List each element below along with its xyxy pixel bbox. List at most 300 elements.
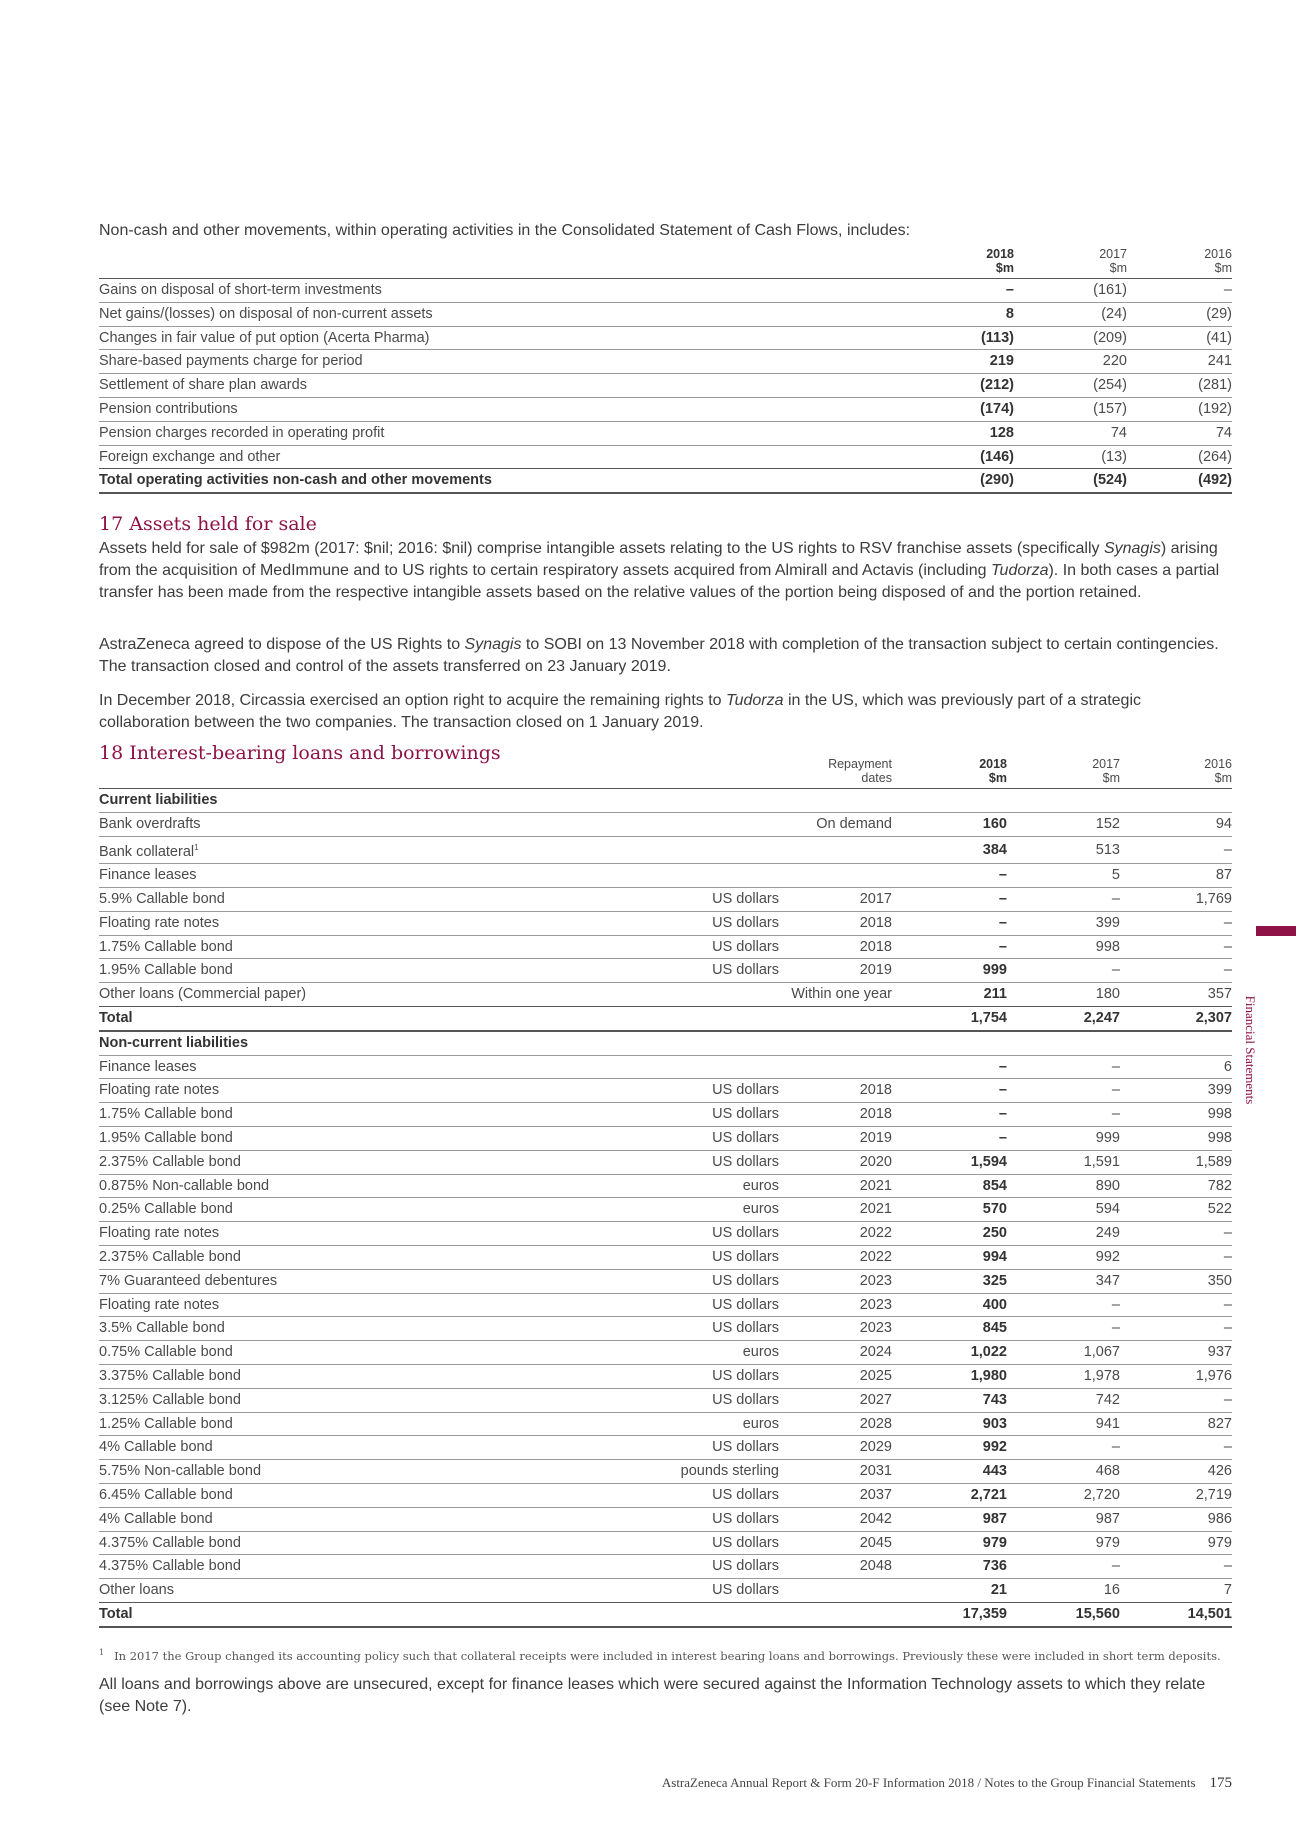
table-row <box>99 326 1232 350</box>
repayment-date: 2025 <box>859 1367 892 1384</box>
row-label: Changes in fair value of put option (Acerta Pharma) <box>99 329 430 346</box>
value-2017: – <box>1111 1058 1120 1075</box>
row-label: Bank overdrafts <box>99 815 201 832</box>
table-row <box>99 836 1232 864</box>
value-2017: 399 <box>1095 914 1120 931</box>
table-row <box>99 1055 1232 1079</box>
col-repayment-dates: Repayment dates <box>828 757 892 785</box>
table-row <box>99 374 1232 398</box>
intro-text: Non-cash and other movements, within operating activities in the Consolidated Statement of Cash Flows, includes: <box>99 222 911 239</box>
repayment-date: 2020 <box>859 1153 892 1170</box>
repayment-date: 2027 <box>859 1391 892 1408</box>
value-2018: 2,721 <box>970 1486 1007 1503</box>
table-row <box>99 445 1232 469</box>
currency: US dollars <box>712 914 779 931</box>
value-2017: 594 <box>1095 1201 1120 1218</box>
value-2017: 742 <box>1095 1391 1120 1408</box>
table-row <box>99 911 1232 935</box>
value-2018: (146) <box>980 448 1014 465</box>
table-row <box>99 1293 1232 1317</box>
value-2018: 1,022 <box>970 1344 1007 1361</box>
row-label: 0.75% Callable bond <box>99 1344 233 1361</box>
value-2018: – <box>1005 282 1014 298</box>
repayment-date: 2048 <box>859 1558 892 1575</box>
value-2018: 21 <box>990 1582 1007 1599</box>
row-label: 7% Guaranteed debentures <box>99 1272 278 1289</box>
repayment-date: 2023 <box>859 1272 892 1289</box>
row-label: Gains on disposal of short-term investments <box>99 282 382 298</box>
table-row <box>99 959 1232 983</box>
value-2016: 426 <box>1207 1463 1232 1480</box>
value-2017: 992 <box>1095 1248 1120 1265</box>
value-2017: 347 <box>1095 1272 1120 1289</box>
repayment-date: Within one year <box>791 986 892 1003</box>
value-2017: 2,720 <box>1083 1486 1120 1503</box>
currency <box>654 812 779 836</box>
value-2018: 400 <box>982 1296 1007 1313</box>
value-2018: – <box>998 938 1007 955</box>
table-row <box>99 1126 1232 1150</box>
row-label: 4% Callable bond <box>99 1510 213 1527</box>
value-2016: (492) <box>1127 469 1232 493</box>
repayment-date: 2018 <box>859 1106 892 1123</box>
value-2017: (254) <box>1093 377 1127 394</box>
value-2018: (212) <box>980 377 1014 394</box>
row-label: 1.25% Callable bond <box>99 1415 233 1432</box>
table-row <box>99 1460 1232 1484</box>
row-label: Pension contributions <box>99 400 238 417</box>
value-2018: 1,754 <box>892 1007 1007 1031</box>
table-row <box>99 1507 1232 1531</box>
value-2017: 1,067 <box>1083 1344 1120 1361</box>
value-2017: (209) <box>1093 329 1127 346</box>
table-row <box>99 888 1232 912</box>
footnote: $^1$ In 2017 the Group changed its accounting policy such that collateral receipts were included in interest bearing loans and borrowings. Previously these were included in short term deposits. <box>99 1648 1221 1663</box>
value-2016: 1,976 <box>1195 1367 1232 1384</box>
row-label: 1.75% Callable bond <box>99 1106 233 1123</box>
value-2018: 443 <box>982 1463 1007 1480</box>
currency: US dollars <box>712 1129 779 1146</box>
value-2016: 1,769 <box>1195 891 1232 908</box>
table-row <box>99 279 1232 303</box>
value-2017: (157) <box>1093 400 1127 417</box>
value-2017: 16 <box>1103 1582 1120 1599</box>
value-2018: (174) <box>980 400 1014 417</box>
value-2017: 220 <box>1102 353 1127 370</box>
value-2016: 2,307 <box>1120 1007 1232 1031</box>
currency: euros <box>742 1344 779 1361</box>
value-2017: 999 <box>1095 1129 1120 1146</box>
section-17-paragraph-3: In December 2018, Circassia exercised an option right to acquire the remaining rights to Tudorza in the US, which was previously part of a strategic collaboration between the two companies. The transaction closed on 1 January 2019. <box>99 692 1142 731</box>
table-row <box>99 1388 1232 1412</box>
repayment-date: 2029 <box>859 1439 892 1456</box>
repayment-date: 2022 <box>859 1248 892 1265</box>
row-label: Floating rate notes <box>99 1082 220 1099</box>
currency: US dollars <box>712 1391 779 1408</box>
currency: US dollars <box>712 1582 779 1599</box>
repayment-date: 2017 <box>859 891 892 908</box>
currency: euros <box>742 1177 779 1194</box>
value-2017: 890 <box>1095 1177 1120 1194</box>
value-2018: 325 <box>982 1272 1007 1289</box>
repayment-date: 2019 <box>859 1129 892 1146</box>
value-2017: – <box>1111 962 1120 979</box>
currency: US dollars <box>712 1296 779 1313</box>
table-row <box>99 397 1232 421</box>
currency <box>654 864 779 888</box>
currency: US dollars <box>712 1558 779 1575</box>
value-2018: 999 <box>982 962 1007 979</box>
value-2018: 854 <box>982 1177 1007 1194</box>
value-2018: – <box>998 1106 1007 1123</box>
value-2017: (524) <box>1014 469 1127 493</box>
value-2018: (113) <box>980 329 1014 346</box>
table-row <box>99 302 1232 326</box>
row-label: Settlement of share plan awards <box>99 377 307 394</box>
value-2017: 74 <box>1110 424 1127 441</box>
value-2018: 570 <box>982 1201 1007 1218</box>
value-2017: 987 <box>1095 1510 1120 1527</box>
loans-table <box>99 757 1232 1628</box>
table-row <box>99 1483 1232 1507</box>
repayment-date: 2021 <box>859 1201 892 1218</box>
repayment-date: 2037 <box>859 1486 892 1503</box>
currency: US dollars <box>712 1534 779 1551</box>
value-2016: (29) <box>1206 305 1232 322</box>
currency: US dollars <box>712 1439 779 1456</box>
table-row <box>99 1341 1232 1365</box>
value-2016: 14,501 <box>1120 1602 1232 1626</box>
value-2017: 5 <box>1111 867 1120 884</box>
value-2016: – <box>1223 1320 1232 1337</box>
value-2017: 1,978 <box>1083 1367 1120 1384</box>
table-row <box>99 983 1232 1007</box>
table-row <box>99 1436 1232 1460</box>
value-2016: – <box>1223 841 1232 858</box>
value-2016: – <box>1223 938 1232 955</box>
table-row <box>99 1150 1232 1174</box>
currency <box>654 983 779 1007</box>
footer-text: AstraZeneca Annual Report & Form 20-F Information 2018 / Notes to the Group Financial Statements <box>661 1775 1196 1790</box>
currency: US dollars <box>712 1320 779 1337</box>
row-label: Finance leases <box>99 867 197 884</box>
value-2016: 357 <box>1207 986 1232 1003</box>
value-2017: 152 <box>1095 815 1120 832</box>
section-title: Current liabilities <box>99 792 218 808</box>
currency: US dollars <box>712 938 779 955</box>
value-2016: 998 <box>1207 1129 1232 1146</box>
value-2016: – <box>1223 1296 1232 1313</box>
currency: euros <box>742 1415 779 1432</box>
table-row <box>99 1103 1232 1127</box>
row-label: Share-based payments charge for period <box>99 353 363 370</box>
row-label: 6.45% Callable bond <box>99 1486 233 1503</box>
repayment-date: 2021 <box>859 1177 892 1194</box>
side-section-label: Financial Statements <box>1243 995 1258 1105</box>
row-label: Finance leases <box>99 1058 197 1075</box>
currency: US dollars <box>712 1272 779 1289</box>
currency: US dollars <box>712 1248 779 1265</box>
value-2018: 1,980 <box>970 1367 1007 1384</box>
value-2018: 845 <box>982 1320 1007 1337</box>
repayment-date: 2042 <box>859 1510 892 1527</box>
value-2018: 128 <box>989 424 1014 441</box>
value-2018: 743 <box>982 1391 1007 1408</box>
row-label: 4.375% Callable bond <box>99 1558 241 1575</box>
repayment-date: 2022 <box>859 1225 892 1242</box>
table-row <box>99 350 1232 374</box>
value-2016: (192) <box>1198 400 1232 417</box>
row-label: 1.95% Callable bond <box>99 962 233 979</box>
value-2018: 211 <box>983 986 1007 1003</box>
value-2017: 941 <box>1095 1415 1120 1432</box>
row-label: 2.375% Callable bond <box>99 1248 241 1265</box>
value-2016: 350 <box>1207 1272 1232 1289</box>
value-2018: 384 <box>982 841 1007 858</box>
currency: US dollars <box>712 962 779 979</box>
repayment-date: 2018 <box>859 914 892 931</box>
currency: US dollars <box>712 1153 779 1170</box>
row-label: 4% Callable bond <box>99 1439 213 1456</box>
value-2016: 7 <box>1223 1582 1232 1599</box>
repayment-date: 2031 <box>859 1463 892 1480</box>
row-label: 5.75% Non-callable bond <box>99 1463 262 1480</box>
currency: US dollars <box>712 1082 779 1099</box>
section-title: Non-current liabilities <box>99 1034 249 1051</box>
repayment-date: 2028 <box>859 1415 892 1432</box>
value-2016: – <box>1223 1248 1232 1265</box>
row-label: Pension charges recorded in operating profit <box>99 424 385 441</box>
col-2017: 2017 $m <box>1099 247 1127 275</box>
repayment-date: 2045 <box>859 1534 892 1551</box>
col-2016: 2016 $m <box>1204 757 1232 785</box>
table-row <box>99 421 1232 445</box>
col-2018: 2018 $m <box>986 247 1014 275</box>
table-row <box>99 1269 1232 1293</box>
table-row <box>99 1245 1232 1269</box>
value-2016: – <box>1223 282 1232 298</box>
value-2017: (24) <box>1101 305 1127 322</box>
section-title-row <box>99 1031 1232 1055</box>
repayment-date: 2018 <box>859 938 892 955</box>
row-label: Floating rate notes <box>99 1225 220 1242</box>
row-label: 2.375% Callable bond <box>99 1153 241 1170</box>
value-2016: – <box>1223 1439 1232 1456</box>
value-2018: – <box>998 891 1007 908</box>
value-2016: – <box>1223 1558 1232 1575</box>
value-2016: 6 <box>1223 1058 1232 1075</box>
value-2017: 1,591 <box>1083 1153 1120 1170</box>
table-header <box>99 247 1232 279</box>
value-2017: – <box>1111 1558 1120 1575</box>
repayment-date <box>779 836 892 864</box>
cash-flow-table <box>99 247 1232 494</box>
table-row <box>99 1364 1232 1388</box>
col-2017: 2017 $m <box>1092 757 1120 785</box>
repayment-date: On demand <box>816 815 892 832</box>
value-2016: 979 <box>1207 1534 1232 1551</box>
value-2018: 992 <box>982 1439 1007 1456</box>
table-row <box>99 1198 1232 1222</box>
value-2016: 74 <box>1215 424 1232 441</box>
currency: US dollars <box>712 1225 779 1242</box>
table-row <box>99 1222 1232 1246</box>
row-label: 3.375% Callable bond <box>99 1367 241 1384</box>
value-2018: 903 <box>982 1415 1007 1432</box>
page-footer <box>662 1775 1232 1792</box>
section-tab-marker <box>1256 926 1296 936</box>
value-2017: – <box>1111 1320 1120 1337</box>
table-row <box>99 1531 1232 1555</box>
value-2018: 979 <box>982 1534 1007 1551</box>
currency <box>654 836 779 864</box>
repayment-date: 2018 <box>859 1082 892 1099</box>
repayment-date: 2023 <box>859 1296 892 1313</box>
table-header <box>99 757 1232 789</box>
row-label: Total operating activities non-cash and other movements <box>99 469 819 493</box>
value-2016: 986 <box>1207 1510 1232 1527</box>
repayment-date <box>779 1055 892 1079</box>
value-2018: 250 <box>982 1225 1007 1242</box>
row-label: 1.75% Callable bond <box>99 938 233 955</box>
value-2018: – <box>998 914 1007 931</box>
row-label: 3.5% Callable bond <box>99 1320 225 1337</box>
row-label: Other loans <box>99 1582 174 1599</box>
value-2018: 736 <box>982 1558 1007 1575</box>
value-2016: – <box>1223 1225 1232 1242</box>
section-17-paragraph-2: AstraZeneca agreed to dispose of the US Rights to Synagis to SOBI on 13 November 2018 with completion of the transaction subject to certain contingencies. The transaction closed and control of the assets transferred on 23 January 2019. <box>99 636 1219 675</box>
row-label: Bank collateral$^1$ <box>99 842 199 860</box>
row-label: Net gains/(losses) on disposal of non-current assets <box>99 305 433 322</box>
value-2018: 994 <box>982 1248 1007 1265</box>
value-2017: 15,560 <box>1007 1602 1120 1626</box>
table-row <box>99 1555 1232 1579</box>
row-label: 0.875% Non-callable bond <box>99 1177 270 1194</box>
currency: US dollars <box>712 1510 779 1527</box>
section-title-row <box>99 789 1232 813</box>
table-row <box>99 812 1232 836</box>
value-2016: 94 <box>1215 815 1232 832</box>
value-2017: 998 <box>1095 938 1120 955</box>
value-2017: 2,247 <box>1007 1007 1120 1031</box>
currency: US dollars <box>712 1367 779 1384</box>
value-2017: – <box>1111 1082 1120 1099</box>
value-2018: – <box>998 1129 1007 1146</box>
value-2016: (264) <box>1198 448 1232 465</box>
value-2017: (13) <box>1101 448 1127 465</box>
repayment-date: 2019 <box>859 962 892 979</box>
table-row <box>99 935 1232 959</box>
currency: US dollars <box>712 1486 779 1503</box>
repayment-date <box>779 864 892 888</box>
row-label: 3.125% Callable bond <box>99 1391 241 1408</box>
repayment-date <box>779 1579 892 1603</box>
value-2016: – <box>1223 1391 1232 1408</box>
total-row <box>99 469 1232 493</box>
row-label: Floating rate notes <box>99 1296 220 1313</box>
value-2016: 1,589 <box>1195 1153 1232 1170</box>
row-label: 5.9% Callable bond <box>99 891 225 908</box>
value-2018: 219 <box>989 353 1014 370</box>
value-2016: 782 <box>1207 1177 1232 1194</box>
value-2018: 987 <box>982 1510 1007 1527</box>
value-2016: 522 <box>1207 1201 1232 1218</box>
value-2018: (290) <box>819 469 1014 493</box>
currency: US dollars <box>712 891 779 908</box>
value-2017: – <box>1111 1439 1120 1456</box>
currency <box>654 1055 779 1079</box>
value-2017: – <box>1111 891 1120 908</box>
value-2016: – <box>1223 962 1232 979</box>
value-2017: 180 <box>1095 986 1120 1003</box>
value-2017: – <box>1111 1106 1120 1123</box>
row-label: Total <box>99 1602 892 1626</box>
footnote-ref: 1 <box>194 842 199 852</box>
row-label: Total <box>99 1007 892 1031</box>
value-2016: (41) <box>1206 329 1232 346</box>
total-row <box>99 1602 1232 1626</box>
value-2018: – <box>998 867 1007 884</box>
col-2018: 2018 $m <box>979 757 1007 785</box>
section-17-heading: 17 Assets held for sale <box>99 513 317 535</box>
row-label: 1.95% Callable bond <box>99 1129 233 1146</box>
currency: pounds sterling <box>680 1463 779 1480</box>
table-row <box>99 1079 1232 1103</box>
table-row <box>99 1412 1232 1436</box>
value-2016: – <box>1223 914 1232 931</box>
value-2016: (281) <box>1198 377 1232 394</box>
value-2016: 399 <box>1207 1082 1232 1099</box>
row-label: 4.375% Callable bond <box>99 1534 241 1551</box>
section-17-paragraph-1: Assets held for sale of $982m (2017: $nil; 2016: $nil) comprise intangible assets relating to the US rights to RSV franchise assets (specifically Synagis) arising from the acquisition of MedImmune and to US rights to certain respiratory assets acquired from Almirall and Actavis (including Tudorza). In both cases a partial transfer has been made from the respective intangible assets based on the relative values of the portion being disposed of and the portion retained. <box>99 540 1220 601</box>
value-2017: 513 <box>1095 841 1120 858</box>
value-2018: 1,594 <box>970 1153 1007 1170</box>
value-2016: 87 <box>1215 867 1232 884</box>
value-2018: – <box>998 1058 1007 1075</box>
closing-paragraph: All loans and borrowings above are unsecured, except for finance leases which were secured against the Information Technology assets to which they relate (see Note 7). <box>99 1676 1206 1715</box>
row-label: 0.25% Callable bond <box>99 1201 233 1218</box>
table-row <box>99 1174 1232 1198</box>
value-2018: 17,359 <box>892 1602 1007 1626</box>
value-2017: – <box>1111 1296 1120 1313</box>
value-2017: 979 <box>1095 1534 1120 1551</box>
total-row <box>99 1007 1232 1031</box>
currency: euros <box>742 1201 779 1218</box>
value-2017: 249 <box>1095 1225 1120 1242</box>
value-2018: 160 <box>982 815 1007 832</box>
currency: US dollars <box>712 1106 779 1123</box>
value-2016: 2,719 <box>1195 1486 1232 1503</box>
value-2018: 8 <box>1005 305 1014 322</box>
value-2016: 937 <box>1207 1344 1232 1361</box>
section-18-heading: 18 Interest-bearing loans and borrowings <box>99 742 501 764</box>
row-label: Floating rate notes <box>99 914 220 931</box>
table-row <box>99 1579 1232 1603</box>
repayment-date: 2023 <box>859 1320 892 1337</box>
repayment-date: 2024 <box>859 1344 892 1361</box>
table-row <box>99 1317 1232 1341</box>
value-2018: – <box>998 1082 1007 1099</box>
value-2016: 241 <box>1207 353 1232 370</box>
value-2017: 468 <box>1095 1463 1120 1480</box>
value-2016: 827 <box>1207 1415 1232 1432</box>
value-2017: (161) <box>1093 282 1127 298</box>
col-2016: 2016 $m <box>1204 247 1232 275</box>
table-row <box>99 864 1232 888</box>
page-number: 175 <box>1209 1775 1232 1791</box>
row-label: Foreign exchange and other <box>99 448 281 465</box>
value-2016: 998 <box>1207 1106 1232 1123</box>
